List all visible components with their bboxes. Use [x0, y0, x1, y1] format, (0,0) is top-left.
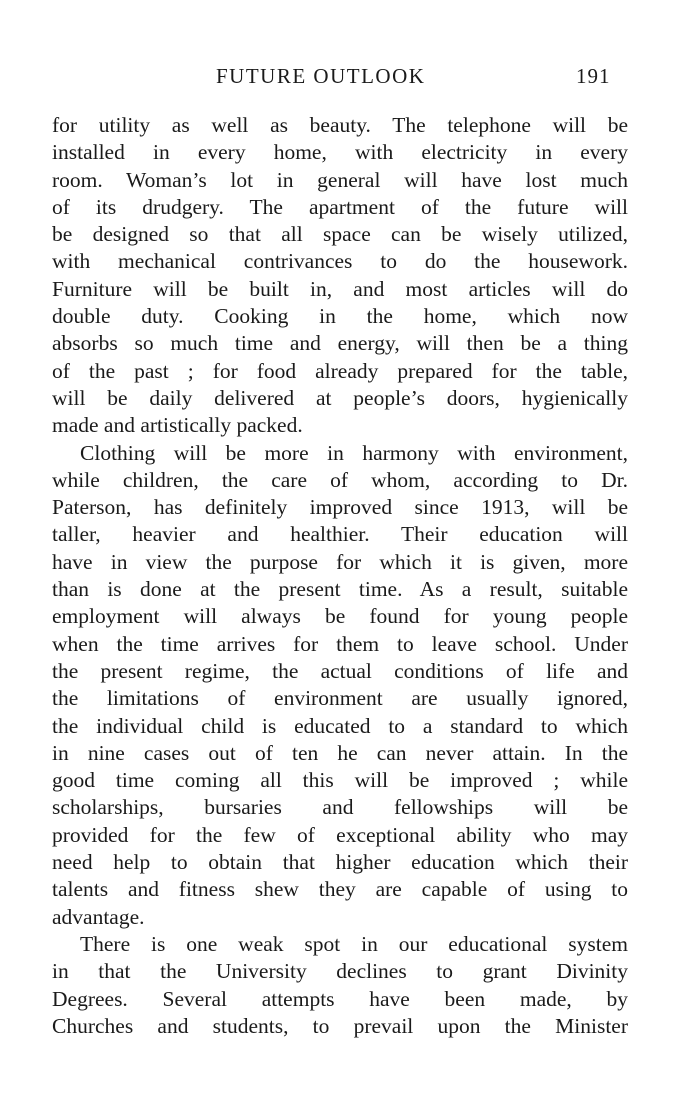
text-line: advantage. [52, 904, 145, 929]
text-line: good time coming all this will be improved ; while [52, 768, 628, 793]
text-line: taller, heavier and healthier. Their education will [52, 522, 628, 547]
text-line: than is done at the present time. As a result, suitable [52, 577, 628, 602]
text-line: the present regime, the actual conditions of life and [52, 658, 628, 683]
running-title: FUTURE OUTLOOK [216, 64, 426, 88]
text-line: installed in every home, with electricity in every [52, 140, 628, 165]
running-head [0, 64, 700, 94]
text-line: employment will always be found for young people [52, 604, 628, 629]
text-line: with mechanical contrivances to do the housework. [52, 249, 628, 274]
text-line: Paterson, has definitely improved since 1913, will be [52, 495, 628, 520]
text-line: scholarships, bursaries and fellowships will be [52, 795, 628, 820]
text-line: be designed so that all space can be wisely utilized, [52, 222, 628, 247]
text-line: need help to obtain that higher education which their [52, 850, 628, 875]
text-line: have in view the purpose for which it is given, more [52, 549, 628, 574]
text-line: when the time arrives for them to leave school. Under [52, 631, 628, 656]
text-line: Degrees. Several attempts have been made, by [52, 986, 628, 1011]
text-line: in nine cases out of ten he can never attain. In the [52, 740, 628, 765]
text-line: in that the University declines to grant Divinity [52, 959, 628, 984]
text-line: the limitations of environment are usually ignored, [52, 686, 628, 711]
text-line: will be daily delivered at people’s doors, hygienically [52, 385, 628, 410]
text-line: talents and fitness shew they are capable of using to [52, 877, 628, 902]
text-line: of its drudgery. The apartment of the future will [52, 194, 628, 219]
text-line: while children, the care of whom, according to Dr. [52, 467, 628, 492]
page-number: 191 [576, 64, 611, 88]
text-line: There is one weak spot in our educational system [80, 931, 628, 956]
text-line: double duty. Cooking in the home, which now [52, 304, 628, 329]
text-line: for utility as well as beauty. The telephone will be [52, 113, 628, 137]
text-line: provided for the few of exceptional ability who may [52, 822, 628, 847]
text-line: Clothing will be more in harmony with environment, [80, 440, 628, 465]
text-line: absorbs so much time and energy, will then be a thing [52, 331, 628, 356]
text-line: Churches and students, to prevail upon the Minister [52, 1013, 628, 1038]
text-line: the individual child is educated to a standard to which [52, 713, 628, 738]
text-line: made and artistically packed. [52, 413, 303, 438]
body-text [52, 112, 628, 1040]
text-line: room. Woman’s lot in general will have lost much [52, 167, 628, 192]
text-line: of the past ; for food already prepared for the table, [52, 358, 628, 383]
text-line: Furniture will be built in, and most articles will do [52, 276, 628, 301]
